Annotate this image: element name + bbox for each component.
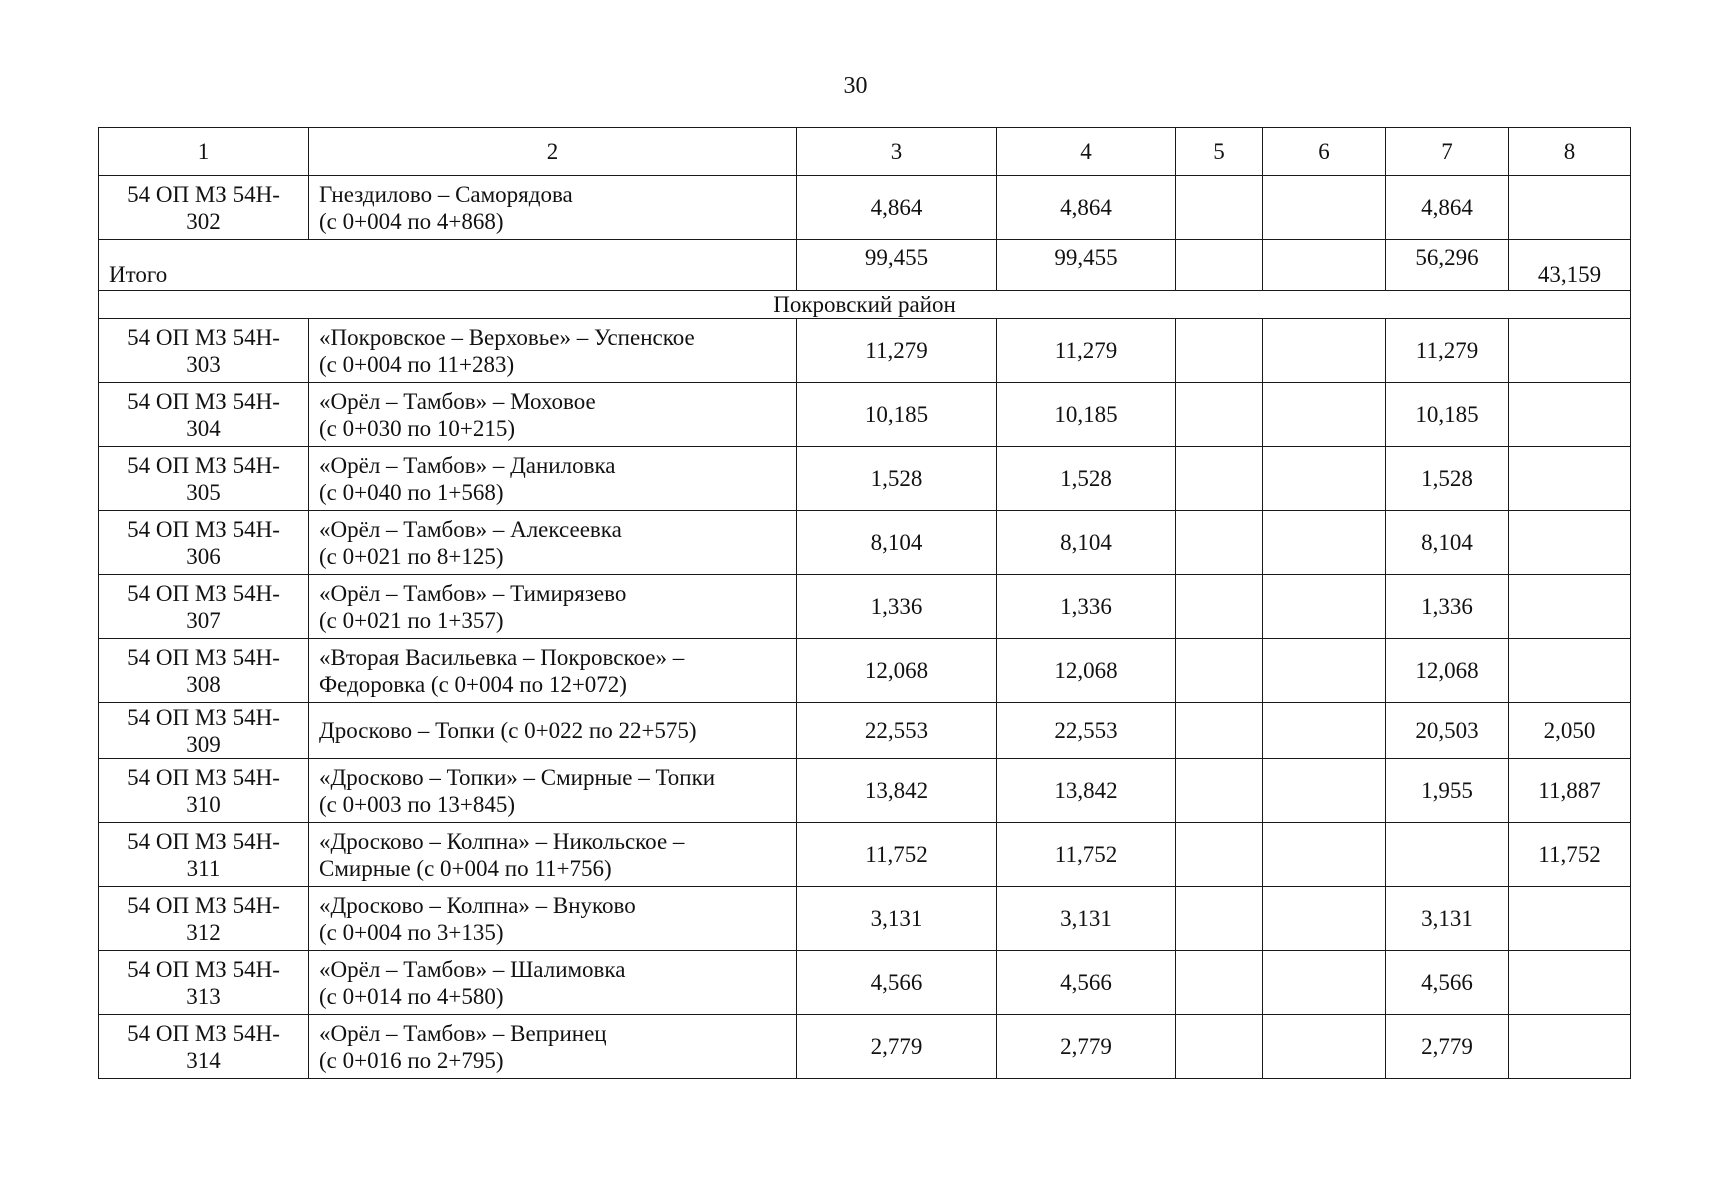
table-row (99, 447, 1631, 511)
cell-col4: 8,104 (997, 511, 1176, 575)
cell-col4: 10,185 (997, 383, 1176, 447)
road-code: 54 ОП МЗ 54Н- 305 (99, 447, 309, 511)
road-name: «Орёл – Тамбов» – Даниловка (с 0+040 по 1+568) (309, 447, 797, 511)
cell-col4: 11,279 (997, 319, 1176, 383)
cell-col6 (1263, 511, 1386, 575)
cell-col8: 2,050 (1509, 703, 1631, 759)
cell-col4: 13,842 (997, 759, 1176, 823)
cell-col6 (1263, 1015, 1386, 1079)
total-col7: 56,296 (1386, 240, 1509, 291)
cell-col5 (1176, 639, 1263, 703)
cell-col8 (1509, 319, 1631, 383)
cell-col7: 8,104 (1386, 511, 1509, 575)
cell-col8 (1509, 951, 1631, 1015)
table-row (99, 639, 1631, 703)
district-heading: Покровский район (99, 291, 1631, 319)
cell-col8 (1509, 176, 1631, 240)
header-cell-6: 6 (1263, 128, 1386, 176)
cell-col8 (1509, 887, 1631, 951)
cell-col8 (1509, 447, 1631, 511)
cell-col7: 11,279 (1386, 319, 1509, 383)
cell-col8 (1509, 1015, 1631, 1079)
road-code: 54 ОП МЗ 54Н- 302 (99, 176, 309, 240)
cell-col4: 3,131 (997, 887, 1176, 951)
table-row (99, 759, 1631, 823)
header-row (99, 128, 1631, 176)
roads-table (98, 127, 1631, 1079)
road-code: 54 ОП МЗ 54Н- 308 (99, 639, 309, 703)
cell-col3: 10,185 (797, 383, 997, 447)
road-name: «Дросково – Колпна» – Никольское – Смирные (с 0+004 по 11+756) (309, 823, 797, 887)
cell-col7: 4,566 (1386, 951, 1509, 1015)
table-row (99, 823, 1631, 887)
road-name: «Орёл – Тамбов» – Моховое (с 0+030 по 10+215) (309, 383, 797, 447)
cell-col3: 1,528 (797, 447, 997, 511)
header-cell-3: 3 (797, 128, 997, 176)
table-row (99, 319, 1631, 383)
cell-col6 (1263, 319, 1386, 383)
cell-col7 (1386, 823, 1509, 887)
table-row (99, 887, 1631, 951)
cell-col6 (1263, 447, 1386, 511)
table-row (99, 511, 1631, 575)
cell-col4: 2,779 (997, 1015, 1176, 1079)
cell-col3: 4,566 (797, 951, 997, 1015)
cell-col5 (1176, 575, 1263, 639)
cell-col6 (1263, 639, 1386, 703)
road-code: 54 ОП МЗ 54Н- 312 (99, 887, 309, 951)
total-row (99, 240, 1631, 291)
road-name: «Орёл – Тамбов» – Вепринец (с 0+016 по 2+795) (309, 1015, 797, 1079)
total-label: Итого (99, 240, 797, 291)
total-col8: 43,159 (1509, 240, 1631, 291)
cell-col8: 11,752 (1509, 823, 1631, 887)
road-code: 54 ОП МЗ 54Н- 306 (99, 511, 309, 575)
road-name: «Орёл – Тамбов» – Алексеевка (с 0+021 по 8+125) (309, 511, 797, 575)
cell-col7: 10,185 (1386, 383, 1509, 447)
total-col5 (1176, 240, 1263, 291)
header-cell-1: 1 (99, 128, 309, 176)
header-cell-8: 8 (1509, 128, 1631, 176)
road-name: Гнездилово – Саморядова (с 0+004 по 4+868) (309, 176, 797, 240)
cell-col3: 8,104 (797, 511, 997, 575)
road-name: Дросково – Топки (с 0+022 по 22+575) (309, 703, 797, 759)
cell-col7: 12,068 (1386, 639, 1509, 703)
road-name: «Вторая Васильевка – Покровское» – Федоровка (с 0+004 по 12+072) (309, 639, 797, 703)
cell-col5 (1176, 951, 1263, 1015)
cell-col6 (1263, 176, 1386, 240)
cell-col3: 1,336 (797, 575, 997, 639)
cell-col4: 4,864 (997, 176, 1176, 240)
cell-col3: 22,553 (797, 703, 997, 759)
header-cell-7: 7 (1386, 128, 1509, 176)
cell-col6 (1263, 887, 1386, 951)
table-row (99, 383, 1631, 447)
road-code: 54 ОП МЗ 54Н- 304 (99, 383, 309, 447)
table-row (99, 1015, 1631, 1079)
cell-col3: 3,131 (797, 887, 997, 951)
cell-col4: 1,336 (997, 575, 1176, 639)
header-cell-4: 4 (997, 128, 1176, 176)
cell-col5 (1176, 176, 1263, 240)
cell-col5 (1176, 319, 1263, 383)
cell-col4: 4,566 (997, 951, 1176, 1015)
table-row (99, 703, 1631, 759)
cell-col3: 13,842 (797, 759, 997, 823)
page-number: 30 (843, 73, 868, 99)
total-col3: 99,455 (797, 240, 997, 291)
road-code: 54 ОП МЗ 54Н- 314 (99, 1015, 309, 1079)
cell-col5 (1176, 511, 1263, 575)
total-col4: 99,455 (997, 240, 1176, 291)
road-name: «Покровское – Верховье» – Успенское (с 0+004 по 11+283) (309, 319, 797, 383)
road-name: «Дросково – Колпна» – Внуково (с 0+004 по 3+135) (309, 887, 797, 951)
cell-col5 (1176, 759, 1263, 823)
road-name: «Орёл – Тамбов» – Шалимовка (с 0+014 по 4+580) (309, 951, 797, 1015)
cell-col3: 4,864 (797, 176, 997, 240)
cell-col4: 11,752 (997, 823, 1176, 887)
cell-col6 (1263, 759, 1386, 823)
road-name: «Орёл – Тамбов» – Тимирязево (с 0+021 по 1+357) (309, 575, 797, 639)
cell-col5 (1176, 383, 1263, 447)
cell-col7: 1,528 (1386, 447, 1509, 511)
road-code: 54 ОП МЗ 54Н- 310 (99, 759, 309, 823)
cell-col3: 11,279 (797, 319, 997, 383)
cell-col8 (1509, 383, 1631, 447)
cell-col6 (1263, 823, 1386, 887)
cell-col3: 2,779 (797, 1015, 997, 1079)
cell-col4: 22,553 (997, 703, 1176, 759)
road-code: 54 ОП МЗ 54Н- 309 (99, 703, 309, 759)
cell-col5 (1176, 703, 1263, 759)
cell-col7: 20,503 (1386, 703, 1509, 759)
table-row (99, 176, 1631, 240)
road-code: 54 ОП МЗ 54Н- 307 (99, 575, 309, 639)
cell-col7: 4,864 (1386, 176, 1509, 240)
road-code: 54 ОП МЗ 54Н- 303 (99, 319, 309, 383)
cell-col4: 12,068 (997, 639, 1176, 703)
header-cell-2: 2 (309, 128, 797, 176)
district-row (99, 291, 1631, 319)
cell-col3: 12,068 (797, 639, 997, 703)
cell-col5 (1176, 887, 1263, 951)
road-code: 54 ОП МЗ 54Н- 311 (99, 823, 309, 887)
cell-col8 (1509, 511, 1631, 575)
cell-col7: 3,131 (1386, 887, 1509, 951)
road-code: 54 ОП МЗ 54Н- 313 (99, 951, 309, 1015)
header-cell-5: 5 (1176, 128, 1263, 176)
cell-col4: 1,528 (997, 447, 1176, 511)
cell-col5 (1176, 823, 1263, 887)
cell-col8 (1509, 639, 1631, 703)
cell-col6 (1263, 703, 1386, 759)
cell-col6 (1263, 575, 1386, 639)
cell-col7: 1,336 (1386, 575, 1509, 639)
cell-col7: 2,779 (1386, 1015, 1509, 1079)
cell-col8: 11,887 (1509, 759, 1631, 823)
cell-col8 (1509, 575, 1631, 639)
cell-col5 (1176, 1015, 1263, 1079)
cell-col7: 1,955 (1386, 759, 1509, 823)
road-name: «Дросково – Топки» – Смирные – Топки (с 0+003 по 13+845) (309, 759, 797, 823)
table-row (99, 575, 1631, 639)
table-row (99, 951, 1631, 1015)
district-rows (99, 319, 1631, 1079)
cell-col3: 11,752 (797, 823, 997, 887)
cell-col5 (1176, 447, 1263, 511)
cell-col6 (1263, 383, 1386, 447)
cell-col6 (1263, 951, 1386, 1015)
total-col6 (1263, 240, 1386, 291)
